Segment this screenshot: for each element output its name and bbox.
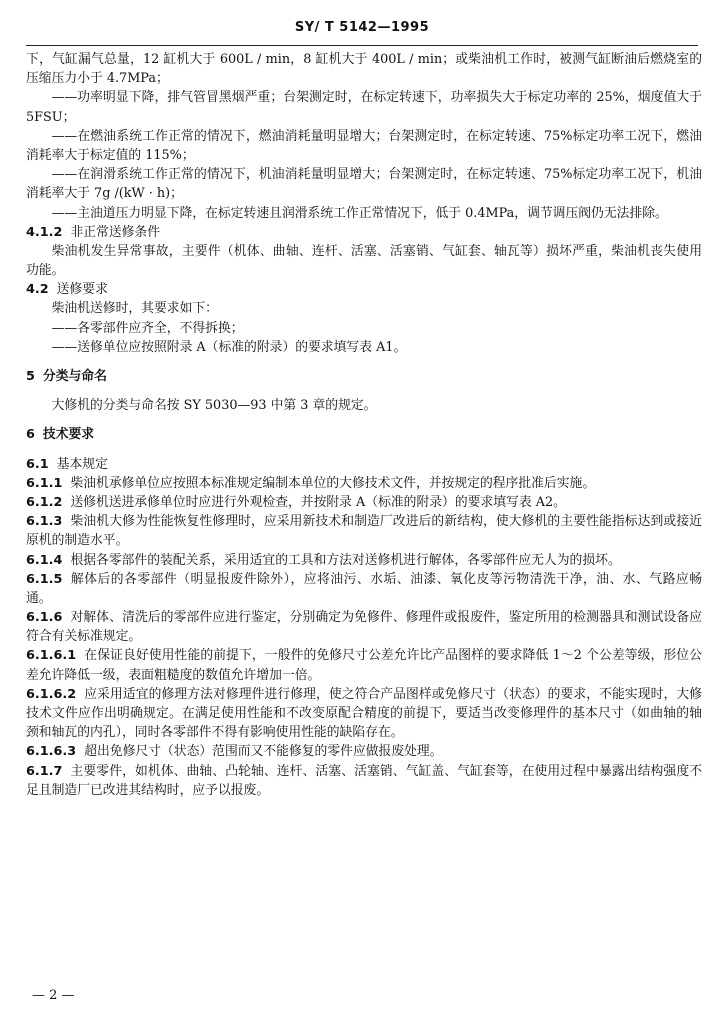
clause-text: 在保证良好使用性能的前提下，一般件的免修尺寸公差允许比产品图样的要求降低 1～2 个公差等级，形位公差允许降低一级，表面粗糙度的数值允许增加一倍。 — [26, 648, 702, 683]
section-heading — [26, 425, 702, 444]
clause — [26, 474, 702, 493]
section-number: 6.1 — [26, 456, 49, 472]
clause-number: 6.1.1 — [26, 475, 63, 491]
section-title: 分类与命名 — [42, 369, 107, 384]
clause-number: 6.1.5 — [26, 571, 63, 587]
clause — [26, 762, 702, 800]
clause-text: 主要零件，如机体、曲轴、凸轮轴、连杆、活塞、活塞销、气缸盖、气缸套等，在使用过程中暴露出结构强度不足且制造厂已改进其结构时，应予以报废。 — [26, 763, 702, 798]
section-heading — [26, 280, 702, 299]
clause-number: 6.1.3 — [26, 514, 63, 530]
clause — [26, 646, 702, 684]
clause-text: 解体后的各零部件（明显报废件除外），应将油污、水垢、油漆、氧化皮等污物清洗干净，油、水、气路应畅通。 — [26, 571, 702, 606]
list-item: ——各零部件应齐全，不得拆换； — [51, 320, 244, 336]
section-number: 5 — [26, 369, 35, 384]
clause-text: 柴油机大修为性能恢复性修理时，应采用新技术和制造厂改进后的新结构，使大修机的主要性能指标达到或接近原机的制造水平。 — [26, 514, 702, 549]
page-number: — 2 — — [32, 988, 75, 1003]
section-title: 非正常送修条件 — [70, 224, 161, 240]
clause-number: 6.1.2 — [26, 494, 63, 510]
list-item: ——在润滑系统工作正常的情况下，机油消耗量明显增大；台架测定时，在标定转速、75%标定功率工况下，机油消耗率大于 7g /(kW · h)； — [26, 167, 702, 202]
list-item: ——功率明显下降，排气管冒黑烟严重；台架测定时，在标定转速下，功率损失大于标定功率的 25%，烟度值大于 5FSU； — [26, 90, 702, 125]
list-item: ——送修单位应按照附录 A（标准的附录）的要求填写表 A1。 — [51, 339, 407, 355]
list-item: ——主油道压力明显下降，在标定转速且润滑系统工作正常情况下，低于 0.4MPa，调节调压阀仍无法排除。 — [51, 205, 668, 221]
clause-text: 根据各零部件的装配关系，采用适宜的工具和方法对送修机进行解体，各零部件应无人为的损坏。 — [70, 552, 621, 568]
clause-number: 6.1.6.2 — [26, 686, 77, 702]
clause — [26, 742, 702, 761]
clause — [26, 493, 702, 512]
clause-number: 6.1.6 — [26, 610, 63, 626]
document-header: SY/ T 5142—1995 — [294, 20, 430, 35]
clause-number: 6.1.7 — [26, 763, 63, 779]
clause-number: 6.1.6.1 — [26, 648, 77, 664]
clause — [26, 570, 702, 608]
paragraph: 下，气缸漏气总量，12 缸机大于 600L / min，8 缸机大于 400L / min；或柴油机工作时，被测气缸断油后燃烧室的压缩压力小于 4.7MPa； — [26, 52, 702, 87]
section-title: 送修要求 — [56, 282, 108, 298]
clause-number: 6.1.4 — [26, 552, 63, 568]
clause — [26, 608, 702, 646]
section-number: 4.2 — [26, 282, 49, 298]
clause-text: 对解体、清洗后的零部件应进行鉴定，分别确定为免修件、修理件或报废件，鉴定所用的检测器具和测试设备应符合有关标准规定。 — [26, 610, 702, 645]
clause-text: 超出免修尺寸（状态）范围而又不能修复的零件应做报废处理。 — [84, 744, 443, 760]
section-title: 技术要求 — [42, 427, 95, 443]
clause-number: 6.1.6.3 — [26, 744, 77, 760]
paragraph: 柴油机发生异常事故，主要件（机体、曲轴、连杆、活塞、活塞销、气缸套、轴瓦等）损坏严重，柴油机丧失使用功能。 — [26, 243, 702, 279]
section-heading — [26, 223, 702, 242]
section-number: 4.1.2 — [26, 224, 63, 240]
list-item: ——在燃油系统工作正常的情况下，燃油消耗量明显增大；台架测定时，在标定转速、75%标定功率工况下，燃油消耗率大于标定值的 115%； — [26, 128, 702, 163]
header-rule — [26, 45, 698, 46]
paragraph: 大修机的分类与命名按 SY 5030—93 中第 3 章的规定。 — [51, 398, 377, 414]
paragraph: 柴油机送修时，其要求如下： — [51, 301, 218, 317]
clause-text: 应采用适宜的修理方法对修理件进行修理，使之符合产品图样或免修尺寸（状态）的要求，不能实现时，大修技术文件应作出明确规定。在满足使用性能和不改变原配合精度的前提下，要适当改变修理件的基本尺寸（如曲轴的轴颈和轴瓦的内孔），同时各零部件不得有影响使用性能的缺陷存在。 — [26, 686, 702, 741]
clause — [26, 685, 702, 743]
clause-text: 柴油机承修单位应按照本标准规定编制本单位的大修技术文件，并按规定的程序批准后实施。 — [70, 475, 596, 491]
document-body — [26, 50, 702, 800]
clause — [26, 551, 702, 570]
clause-text: 送修机送进承修单位时应进行外观检查，并按附录 A（标准的附录）的要求填写表 A2。 — [70, 494, 566, 510]
clause — [26, 512, 702, 550]
section-number: 6 — [26, 427, 35, 443]
section-heading — [26, 367, 702, 386]
section-heading — [26, 455, 702, 474]
section-title: 基本规定 — [56, 456, 108, 472]
